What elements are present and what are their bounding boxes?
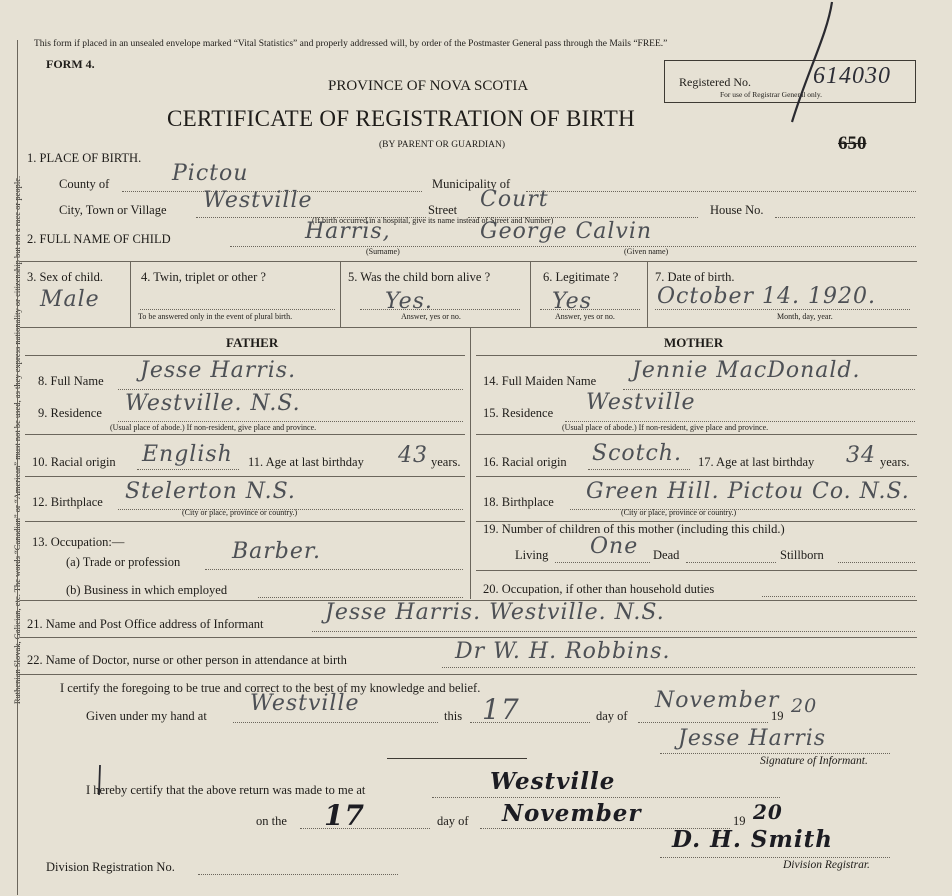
alive-value: Yes. <box>385 289 433 314</box>
stillborn-label: Stillborn <box>780 548 824 562</box>
page-title: CERTIFICATE OF REGISTRATION OF BIRTH <box>167 106 636 131</box>
father-residence-label: 9. Residence <box>38 406 102 420</box>
living-value: One <box>590 534 639 559</box>
struck-number: 650 <box>838 133 867 154</box>
given-place: Westville <box>250 691 360 716</box>
given-day: 17 <box>482 693 520 726</box>
hospital-note: (If birth occurred in a hospital, give its name instead of Street and Number) <box>312 216 554 225</box>
child-name-label: 2. FULL NAME OF CHILD <box>27 232 171 246</box>
father-racial-label: 10. Racial origin <box>32 455 116 469</box>
twin-label: 4. Twin, triplet or other ? <box>141 270 266 284</box>
division-registration-label: Division Registration No. <box>46 860 175 874</box>
mother-racial-label: 16. Racial origin <box>483 455 567 469</box>
side-note: Ruthenian Slovak, Galician, etc. The words “Canadian” or “American” must not be used, as they express nationality or citizenship but not a race or people. <box>12 175 22 705</box>
father-name-label: 8. Full Name <box>38 374 104 388</box>
mother-racial-value: Scotch. <box>592 441 682 466</box>
county-value: Pictou <box>172 161 249 186</box>
mother-years: years. <box>880 455 910 469</box>
registered-number: 614030 <box>813 63 891 89</box>
doctor-value: Dr W. H. Robbins. <box>455 639 671 664</box>
doctor-label: 22. Name of Doctor, nurse or other person in attendance at birth <box>27 653 347 667</box>
mother-birthplace-label: 18. Birthplace <box>483 495 554 509</box>
certify-statement: I certify the foregoing to be true and correct to the best of my knowledge and belief. <box>60 681 481 695</box>
registrar-month: November <box>502 800 642 827</box>
year-prefix: 19 <box>771 709 784 723</box>
mother-name-value: Jennie MacDonald. <box>632 358 861 383</box>
father-residence-value: Westville. N.S. <box>125 391 301 416</box>
city-value: Westville <box>203 188 313 213</box>
trade-value: Barber. <box>232 539 321 564</box>
street-value: Court <box>480 187 549 212</box>
birth-date-value: October 14. 1920. <box>657 284 877 309</box>
mother-residence-value: Westville <box>586 390 696 415</box>
father-birthplace-label: 12. Birthplace <box>32 495 103 509</box>
day-of-label: day of <box>596 709 628 723</box>
sex-label: 3. Sex of child. <box>27 270 104 284</box>
mother-name-label: 14. Full Maiden Name <box>483 374 597 388</box>
father-residence-note: (Usual place of abode.) If non-resident, give place and province. <box>110 423 317 432</box>
dead-label: Dead <box>653 548 680 562</box>
alive-label: 5. Was the child born alive ? <box>348 270 491 284</box>
house-label: House No. <box>710 203 764 217</box>
on-the-label: on the <box>256 814 287 828</box>
registrar-use-note: For use of Registrar General only. <box>720 90 822 99</box>
registrar-day-of-label: day of <box>437 814 469 828</box>
registered-label: Registered No. <box>679 75 751 89</box>
city-label: City, Town or Village <box>59 203 167 217</box>
father-name-value: Jesse Harris. <box>140 358 297 383</box>
children-label: 19. Number of children of this mother (including this child.) <box>483 522 785 536</box>
given-name-caption: (Given name) <box>624 247 669 256</box>
father-heading: FATHER <box>226 335 279 350</box>
pen-stroke-mark <box>780 0 840 125</box>
given-month: November <box>655 688 780 713</box>
registrar-year: 20 <box>753 800 783 824</box>
birth-date-label: 7. Date of birth. <box>655 270 735 284</box>
municipality-label: Municipality of <box>432 177 511 191</box>
mother-residence-label: 15. Residence <box>483 406 554 420</box>
twin-note: To be answered only in the event of plural birth. <box>138 312 293 321</box>
informant-signature-caption: Signature of Informant. <box>760 755 868 767</box>
given-under-label: Given under my hand at <box>86 709 207 723</box>
mother-residence-note: (Usual place of abode.) If non-resident, give place and province. <box>562 423 769 432</box>
informant-label: 21. Name and Post Office address of Informant <box>27 617 264 631</box>
mother-age-label: 17. Age at last birthday <box>698 455 815 469</box>
legitimate-value: Yes <box>552 289 592 314</box>
father-birthplace-note: (City or place, province or country.) <box>182 508 298 517</box>
given-year: 20 <box>791 695 818 717</box>
mother-birthplace-note: (City or place, province or country.) <box>621 508 737 517</box>
trade-label: (a) Trade or profession <box>66 555 181 569</box>
registrar-statement: I hereby certify that the above return was made to me at <box>86 783 366 797</box>
legitimate-label: 6. Legitimate ? <box>543 270 619 284</box>
province: PROVINCE OF NOVA SCOTIA <box>328 78 529 94</box>
registrar-day: 17 <box>324 799 365 832</box>
child-surname: Harris, <box>305 219 391 244</box>
this-label: this <box>444 709 463 723</box>
mother-birthplace-value: Green Hill. Pictou Co. N.S. <box>586 479 910 504</box>
surname-caption: (Surname) <box>366 247 400 256</box>
side-rule <box>17 40 18 895</box>
informant-signature: Jesse Harris <box>678 726 827 751</box>
child-given-name: George Calvin <box>480 219 653 244</box>
alive-note: Answer, yes or no. <box>401 312 461 321</box>
father-occupation-label: 13. Occupation:— <box>32 535 125 549</box>
mother-heading: MOTHER <box>664 335 724 350</box>
father-birthplace-value: Stelerton N.S. <box>125 479 296 504</box>
subtitle: (BY PARENT OR GUARDIAN) <box>379 140 506 150</box>
father-racial-value: English <box>142 442 233 467</box>
informant-value: Jesse Harris. Westville. N.S. <box>325 600 665 625</box>
father-age-value: 43 <box>398 443 428 468</box>
postal-note: This form if placed in an unsealed envelope marked “Vital Statistics” and properly addressed will, by order of the Postmaster General pass through the Mails “FREE.” <box>34 39 668 49</box>
street-label: Street <box>428 203 458 217</box>
registrar-signature-caption: Division Registrar. <box>783 859 870 871</box>
sex-value: Male <box>40 287 100 312</box>
mother-occupation-label: 20. Occupation, if other than household duties <box>483 582 715 596</box>
place-heading: 1. PLACE OF BIRTH. <box>27 151 142 165</box>
legitimate-note: Answer, yes or no. <box>555 312 615 321</box>
form-number: FORM 4. <box>46 57 95 71</box>
county-label: County of <box>59 177 110 191</box>
father-age-label: 11. Age at last birthday <box>248 455 364 469</box>
registrar-signature: D. H. Smith <box>672 826 833 853</box>
registrar-year-prefix: 19 <box>733 814 746 828</box>
living-label: Living <box>515 548 549 562</box>
registrar-place: Westville <box>490 768 616 795</box>
father-years: years. <box>431 455 461 469</box>
mother-age-value: 34 <box>846 443 876 468</box>
birth-date-note: Month, day, year. <box>777 312 833 321</box>
business-label: (b) Business in which employed <box>66 583 228 597</box>
